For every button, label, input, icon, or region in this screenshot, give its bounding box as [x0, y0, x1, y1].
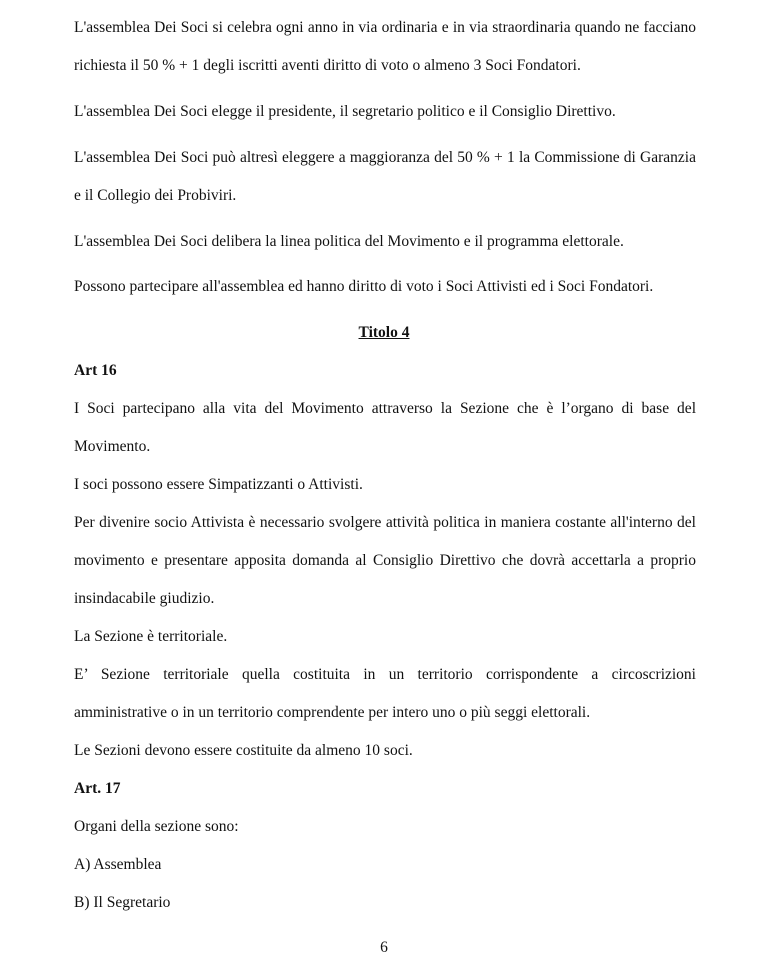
art-16-line-4: Per divenire socio Attivista è necessario svolgere attività politica in maniera costante all'interno del [74, 514, 696, 531]
page-number: 6 [380, 939, 388, 956]
art-16-line-1: I Soci partecipano alla vita del Movimento attraverso la Sezione che è l’organo di base del [74, 400, 696, 417]
list-item: B) Il Segretario [74, 894, 171, 911]
paragraph-5: Possono partecipare all'assemblea ed hanno diritto di voto i Soci Attivisti ed i Soci Fondatori. [74, 278, 654, 295]
paragraph-2: L'assemblea Dei Soci elegge il presidente, il segretario politico e il Consiglio Direttivo. [74, 103, 616, 120]
section-title [0, 323, 768, 343]
paragraph-1-line-2: richiesta il 50 % + 1 degli iscritti aventi diritto di voto o almeno 3 Soci Fondatori. [74, 57, 581, 74]
art-16-line-7: La Sezione è territoriale. [74, 628, 228, 645]
art-16-line-8: E’ Sezione territoriale quella costituita in un territorio corrispondente a circoscrizioni [74, 666, 696, 683]
art-16-line-3: I soci possono essere Simpatizzanti o Attivisti. [74, 476, 363, 493]
art-17-heading: Art. 17 [74, 780, 121, 797]
art-16-line-6: insindacabile giudizio. [74, 590, 215, 607]
art-16-line-5: movimento e presentare apposita domanda al Consiglio Direttivo che dovrà accettarla a proprio [74, 552, 696, 569]
art-16-line-2: Movimento. [74, 438, 151, 455]
paragraph-3-line-1: L'assemblea Dei Soci può altresì eleggere a maggioranza del 50 % + 1 la Commissione di Garanzia [74, 149, 696, 166]
art-16-line-9: amministrative o in un territorio comprendente per intero uno o più seggi elettorali. [74, 704, 591, 721]
art-17-intro: Organi della sezione sono: [74, 818, 239, 835]
list-item: A) Assemblea [74, 856, 162, 873]
paragraph-3-line-2: e il Collegio dei Probiviri. [74, 187, 237, 204]
paragraph-4: L'assemblea Dei Soci delibera la linea politica del Movimento e il programma elettorale. [74, 233, 624, 250]
paragraph-1-line-1: L'assemblea Dei Soci si celebra ogni anno in via ordinaria e in via straordinaria quando ne facciano [74, 19, 696, 36]
art-16-heading: Art 16 [74, 362, 117, 379]
section-title-text: Titolo 4 [358, 324, 410, 341]
art-16-line-10: Le Sezioni devono essere costituite da almeno 10 soci. [74, 742, 413, 759]
